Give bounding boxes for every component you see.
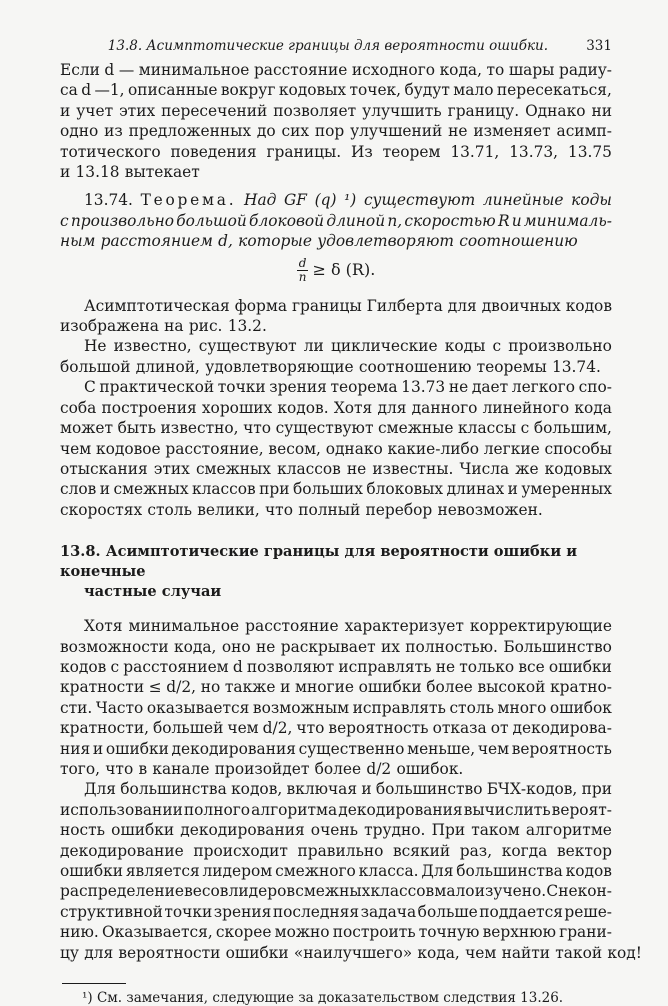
text-line: распределение весов лидеров смежных классов мало изучено. С некон- — [60, 882, 612, 901]
text-line: Для большинства кодов, включая и большинство БЧХ-кодов, при — [84, 780, 612, 799]
text-line: С практической точки зрения теорема 13.73 не дает легкого спо- — [84, 378, 612, 397]
text-line: слов и смежных классов при больших блоковых длинах и умеренных — [60, 480, 612, 499]
formula-relation: ≥ δ (R). — [312, 260, 376, 280]
text-line: нию. Оказывается, скорее можно построить точную верхнюю грани- — [60, 923, 612, 942]
text-line: Если d — минимальное расстояние исходного кода, то шары радиу- — [60, 61, 612, 79]
text-line: того, что в канале произойдет более d/2 ошибок. — [60, 759, 464, 778]
text-line: декодирование происходит правильно всякий раз, когда вектор — [60, 841, 612, 860]
paragraphs-section-body — [60, 616, 642, 963]
paragraph — [60, 779, 642, 963]
text-line: ния и ошибки декодирования существенно меньше, чем вероятность — [60, 739, 612, 758]
section-title-line-1: 13.8. Асимптотические границы для вероятности ошибки и конечные — [60, 543, 578, 581]
text-line: может быть известно, что существуют смежные классы с большим, — [60, 419, 612, 438]
paragraphs-after-theorem — [60, 296, 612, 520]
text-line: Не известно, существуют ли циклические коды с произвольно — [84, 337, 612, 356]
footnote-divider — [62, 983, 126, 984]
text-line: изображена на рис. 13.2. — [60, 317, 267, 336]
theorem-13-74 — [60, 190, 612, 287]
page-header — [60, 32, 612, 60]
text-line: ность ошибки декодирования очень трудно. При таком алгоритме — [60, 821, 612, 840]
text-line: ошибки является лидером смежного класса. Для большинства кодов — [60, 862, 612, 880]
text-line: соба построения хороших кодов. Хотя для данного линейного кода — [60, 398, 612, 417]
paragraph — [60, 377, 612, 520]
paragraph — [60, 336, 612, 377]
text-line: ным расстоянием d, которые удовлетворяют соотношению — [60, 232, 578, 251]
fraction-d-over-n — [297, 257, 309, 284]
text-line: использовании полного алгоритма декодирования вычислить вероят- — [60, 800, 612, 819]
theorem-formula — [60, 254, 612, 288]
section-title-line-2: частные случаи — [84, 583, 222, 601]
text-line: 13.74. Теорема. Над GF (q) ¹) существуют линейные коды — [84, 191, 612, 210]
text-line: Хотя минимальное расстояние характеризует корректирующие — [84, 617, 612, 636]
text-line: кратности, большей чем d/2, что вероятность отказа от декодирова- — [60, 719, 612, 738]
paragraph — [60, 616, 612, 779]
text-line: са d —1, описанные вокруг кодовых точек, будут мало пересекаться, — [60, 81, 612, 100]
text-line: отыскания этих смежных классов не известны. Числа же кодовых — [60, 459, 612, 478]
text-line: скоростях столь велики, что полный перебор невозможен. — [60, 500, 543, 519]
paragraph — [60, 296, 612, 337]
theorem-text — [60, 190, 612, 251]
running-title: 13.8. Асимптотические границы для вероятности ошибки. — [107, 38, 548, 54]
text-line: с произвольно большой блоковой длиной n, скоростью R и минималь- — [60, 211, 612, 230]
text-line: структивной точки зрения последняя задача больше поддается реше- — [60, 902, 612, 921]
text-line: большой длиной, удовлетворяющие соотношению теоремы 13.74. — [60, 357, 601, 376]
text-line: чем кодовое расстояние, весом, однако какие-либо легкие способы — [60, 439, 612, 458]
page-number: 331 — [586, 38, 612, 54]
paragraph-intro — [60, 60, 612, 182]
text-line: возможности кода, оно не раскрывает их полностью. Большинство — [60, 637, 612, 656]
book-page — [60, 32, 642, 1006]
text-line: одно из предложенных до сих пор улучшений не изменяет асимп- — [60, 122, 612, 141]
text-line: кодов с расстоянием d позволяют исправлять не только все ошибки — [60, 657, 612, 676]
footnote: ¹) См. замечания, следующие за доказательством следствия 13.26. — [82, 990, 564, 1006]
text-line: Асимптотическая форма границы Гилберта для двоичных кодов — [84, 296, 612, 315]
paragraph — [60, 60, 612, 182]
text-line: и учет этих пересечений позволяет улучшить границу. Однако ни — [60, 101, 612, 120]
fraction-denominator: n — [298, 270, 307, 285]
fraction-numerator: d — [298, 256, 307, 271]
text-line: тотического поведения границы. Из теорем 13.71, 13.73, 13.75 — [60, 142, 612, 161]
text-line: сти. Часто оказывается возможным исправлять столь много ошибок — [60, 698, 612, 717]
section-heading-13-8 — [60, 542, 612, 602]
text-line: и 13.18 вытекает — [60, 163, 200, 182]
text-line: цу для вероятности ошибки «наилучшего» кода, чем найти такой код! — [60, 943, 642, 962]
text-line: кратности ≤ d/2, но также и многие ошибки более высокой кратно- — [60, 678, 612, 697]
